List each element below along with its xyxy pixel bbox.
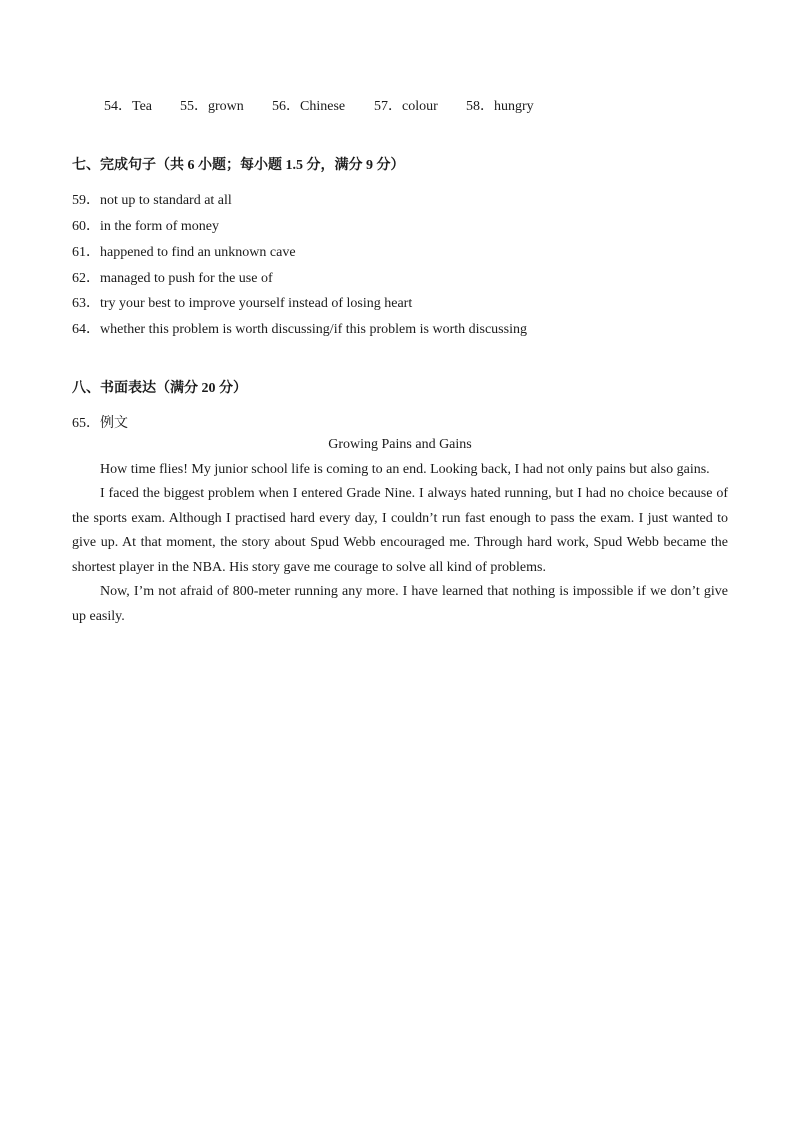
section-8-heading: 八、书面表达（满分 20 分） <box>72 381 247 396</box>
sentence-item: 64．whether this problem is worth discussing/if this problem is worth discussing <box>72 322 527 337</box>
section-7-heading: 七、完成句子（共 6 小题；每小题 1.5 分，满分 9 分） <box>72 158 405 173</box>
sentence-item: 63．try your best to improve yourself instead of losing heart <box>72 296 413 311</box>
answer-row <box>104 95 534 115</box>
answer-58: 58．hungry <box>466 99 534 114</box>
answer-55: 55．grown <box>180 99 244 114</box>
essay-paragraph: Now, I’m not afraid of 800-meter running any more. I have learned that nothing is impossible if we don’t give up easily. <box>72 584 728 624</box>
essay-paragraph: How time flies! My junior school life is coming to an end. Looking back, I had not only pains but also gains. <box>100 462 710 477</box>
sentence-item: 59．not up to standard at all <box>72 193 232 208</box>
answer-57: 57．colour <box>374 99 438 114</box>
sentence-item: 60．in the form of money <box>72 219 219 234</box>
essay-title: Growing Pains and Gains <box>328 437 472 452</box>
sentence-item: 61．happened to find an unknown cave <box>72 245 296 260</box>
answer-54: 54．Tea <box>104 99 153 114</box>
answer-56: 56．Chinese <box>272 99 346 114</box>
essay-paragraph: I faced the biggest problem when I entered Grade Nine. I always hated running, but I had no choice because of the sports exam. Although I practised hard every day, I couldn’t run fast enough to pass the exam. I just wanted to give up. At that moment, the story about Spud Webb encouraged me. Through hard work, Spud Webb became the shortest player in the NBA. His story gave me courage to solve all kind of problems. <box>72 486 728 575</box>
sample-essay-label: 65．例文 <box>72 416 128 431</box>
sentence-item: 62．managed to push for the use of <box>72 271 273 286</box>
